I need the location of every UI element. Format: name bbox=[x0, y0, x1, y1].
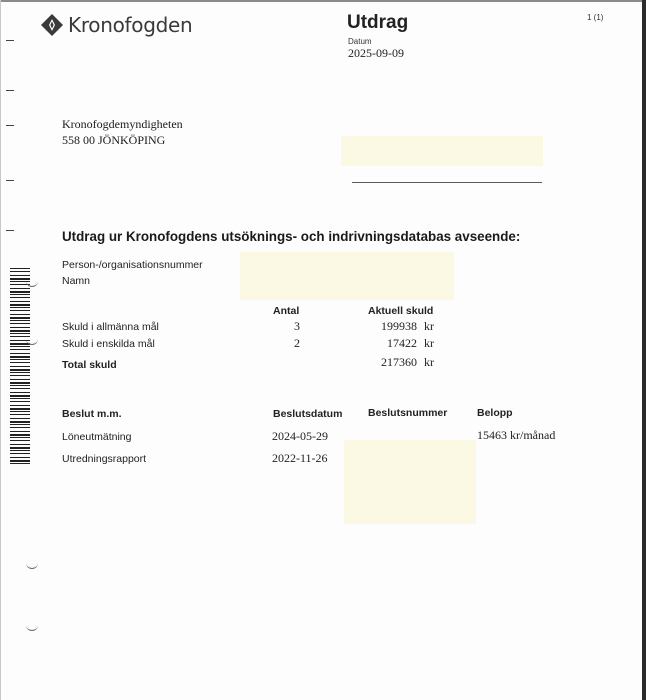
page-border-left bbox=[0, 0, 1, 700]
logo-text: Kronofogden bbox=[68, 13, 193, 37]
scan-mark bbox=[6, 125, 14, 126]
kronofogden-logo bbox=[40, 13, 192, 37]
total-debt-label: Total skuld bbox=[62, 359, 117, 371]
page-border-right bbox=[642, 0, 646, 700]
scan-curl-mark bbox=[26, 278, 38, 287]
scan-mark bbox=[6, 230, 14, 231]
col-amount-header: Belopp bbox=[477, 407, 513, 419]
col-debt-header: Aktuell skuld bbox=[368, 305, 434, 317]
page-border-top bbox=[0, 0, 646, 2]
scan-mark bbox=[6, 90, 14, 91]
col-count-header: Antal bbox=[273, 305, 300, 317]
extract-heading: Utdrag ur Kronofogdens utsöknings- och indrivningsdatabas avseende: bbox=[62, 229, 521, 244]
scan-mark bbox=[6, 40, 14, 41]
debt-row-amount: 17422 bbox=[387, 336, 417, 350]
col-decision-date-header: Beslutsdatum bbox=[273, 408, 343, 420]
decision-row-date: 2022-11-26 bbox=[272, 451, 328, 465]
redacted-decision-numbers bbox=[344, 440, 476, 524]
document-title: Utdrag bbox=[347, 12, 409, 33]
address-line-1: Kronofogdemyndigheten bbox=[62, 117, 183, 131]
debt-row-count: 3 bbox=[294, 319, 300, 333]
date-label: Datum bbox=[348, 37, 372, 46]
name-label: Namn bbox=[62, 275, 91, 287]
col-decision-header: Beslut m.m. bbox=[62, 408, 122, 420]
decision-row-date: 2024-05-29 bbox=[272, 429, 328, 443]
debt-row-unit: kr bbox=[424, 336, 434, 350]
debt-row-amount: 199938 bbox=[381, 319, 417, 333]
debt-row-count: 2 bbox=[294, 336, 300, 350]
redaction-edge-line bbox=[352, 182, 542, 183]
scan-curl-mark bbox=[26, 622, 38, 631]
total-debt-amount: 217360 bbox=[381, 355, 417, 369]
redacted-person-info bbox=[240, 252, 454, 300]
address-line-2: 558 00 JÖNKÖPING bbox=[62, 133, 166, 147]
redacted-recipient bbox=[341, 136, 543, 166]
total-debt-unit: kr bbox=[424, 355, 434, 369]
decision-row-amount: 15463 kr/månad bbox=[477, 428, 556, 442]
decision-row-label: Löneutmätning bbox=[62, 431, 132, 443]
person-id-label: Person-/organisationsnummer bbox=[62, 259, 203, 271]
page-number: 1 (1) bbox=[587, 13, 604, 22]
col-decision-number-header: Beslutsnummer bbox=[368, 407, 448, 419]
date-value: 2025-09-09 bbox=[348, 46, 404, 60]
scan-curl-mark bbox=[26, 336, 38, 345]
kronofogden-diamond-logo-icon bbox=[40, 13, 64, 37]
debt-row-label: Skuld i enskilda mål bbox=[62, 338, 155, 350]
scan-curl-mark bbox=[26, 560, 38, 569]
barcode-icon bbox=[10, 268, 30, 464]
scan-mark bbox=[6, 180, 14, 181]
debt-row-label: Skuld i allmänna mål bbox=[62, 321, 159, 333]
debt-row-unit: kr bbox=[424, 319, 434, 333]
decision-row-label: Utredningsrapport bbox=[62, 453, 147, 465]
